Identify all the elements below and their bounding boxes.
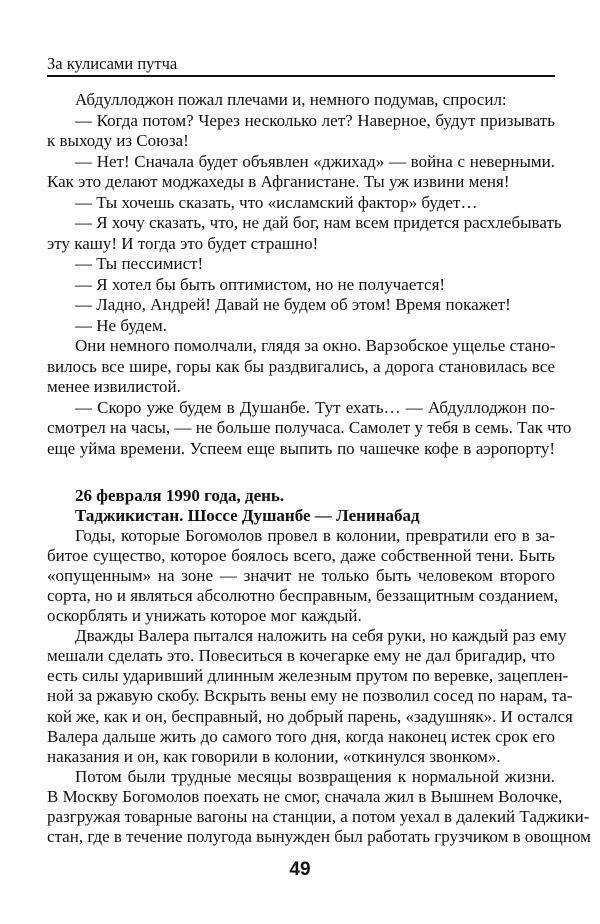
text-line: наказания и он, как говорили в колонии, «откинулся звонком». — [47, 746, 501, 766]
text-line: битое существо, которое боялось всего, даже собственной тени. Быть — [47, 546, 555, 566]
text-line: есть силы ударивший длинным железным прутом по веревке, зацеплен- — [47, 666, 569, 686]
running-title: За кулисами путча — [47, 54, 178, 73]
text-line: Абдуллоджон пожал плечами и, немного подумав, спросил: — [75, 90, 507, 109]
text-line: мешали сделать это. Повеситься в кочегарке ему не дал бригадир, что — [47, 646, 555, 666]
text-line: еще уйма времени. Успеем еще выпить по чашечке кофе в аэропорту! — [47, 438, 555, 458]
text-line: Валера дальше жить до самого того дня, когда наконец истек срок его — [47, 726, 555, 746]
text-line: — Я хотел бы быть оптимистом, но не получается! — [75, 274, 446, 294]
text-line: ной за ржавую скобу. Вскрыть вены ему не позволил сосед по нарам, та- — [47, 686, 573, 706]
text-line: — Я хочу сказать, что, не дай бог, нам всем придется расхлебывать — [75, 213, 562, 232]
text-line: сорта, но и являться абсолютно бесправным, беззащитным созданием, — [47, 586, 558, 606]
text-line: В Москву Богомолов поехать не смог, сначала жил в Вышнем Волочке, — [47, 786, 563, 806]
text-line: вилось все шире, горы как бы раздвигались, а дорога становилась все — [47, 356, 555, 376]
text-line: — Скоро уже будем в Душанбе. Тут ехать… — Абдуллоджон по- — [75, 397, 555, 417]
text-line: Как это делают моджахеды в Афганистане. Ты уж извини меня! — [47, 172, 510, 191]
text-block-section — [47, 486, 591, 847]
text-line: смотрел на часы, — не больше получаса. Самолет у тебя в семь. Так что — [47, 418, 572, 437]
text-line: кой же, как и он, бесправный, но добрый парень, «задушняк». И остался — [47, 706, 573, 726]
text-line: — Когда потом? Через несколько лет? Наверное, будут призывать — [75, 110, 555, 130]
section-heading-date: 26 февраля 1990 года, день. — [75, 486, 285, 505]
text-line: — Ладно, Андрей! Давай не будем об этом! Время покажет! — [75, 295, 511, 314]
text-line: Дважды Валера пытался наложить на себя руки, но каждый раз ему — [75, 626, 567, 646]
text-line: Они немного помолчали, глядя за окно. Варзобское ущелье стано- — [75, 336, 556, 355]
text-line: — Не будем. — [75, 315, 167, 335]
text-line: — Ты хочешь сказать, что «исламский фактор» будет… — [75, 192, 478, 212]
header-rule — [47, 75, 555, 77]
section-heading-place: Таджикистан. Шоссе Душанбе — Ленинабад — [75, 506, 420, 526]
text-line: стан, где в течение полугода вынужден был работать грузчиком в овощном — [47, 826, 591, 846]
text-line: — Ты пессимист! — [75, 254, 204, 273]
text-line: эту кашу! И тогда это будет страшно! — [47, 233, 319, 253]
page-number: 49 — [289, 859, 311, 880]
text-line: оскорблять и унижать которое мог каждый. — [47, 606, 362, 626]
text-block-dialogue — [47, 90, 572, 459]
text-line: менее извилистой. — [47, 377, 181, 396]
text-line: к выходу из Союза! — [47, 131, 189, 150]
text-line: «опущенным» на зоне — значит не только быть человеком второго — [47, 566, 555, 586]
text-line: Годы, которые Богомолов провел в колонии, превратили его в за- — [75, 526, 555, 546]
text-line: Потом были трудные месяцы возвращения к нормальной жизни. — [75, 766, 555, 786]
text-line: разгружая товарные вагоны на станции, а потом уехал в далекий Таджики- — [47, 806, 590, 826]
text-line: — Нет! Сначала будет объявлен «джихад» — война с неверными. — [75, 151, 555, 171]
